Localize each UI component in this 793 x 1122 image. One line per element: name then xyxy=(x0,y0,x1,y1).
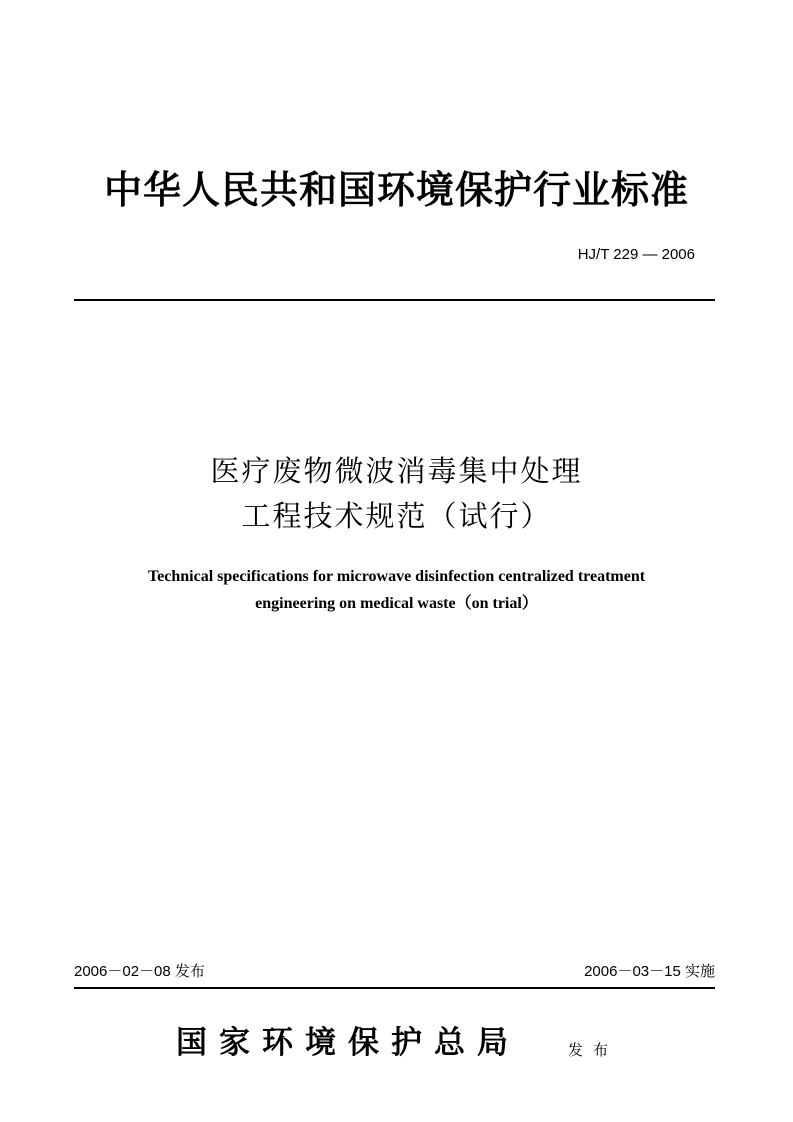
chinese-title-line-2: 工程技术规范（试行） xyxy=(241,499,552,533)
standard-type-heading: 中华人民共和国环境保护行业标准 xyxy=(103,167,689,212)
english-title-line-2: engineering on medical waste（on trial） xyxy=(255,595,538,612)
top-divider xyxy=(74,299,715,301)
issuing-authority: 国家环境保护总局 xyxy=(176,1025,520,1061)
standard-code: HJ/T 229 — 2006 xyxy=(577,246,695,263)
issue-date: 2006－02－08 发布 xyxy=(74,963,205,980)
effective-date: 2006－03－15 实施 xyxy=(584,963,715,980)
english-title-line-1: Technical specifications for microwave disinfection centralized treatment xyxy=(147,568,646,585)
chinese-title-line-1: 医疗废物微波消毒集中处理 xyxy=(210,454,583,488)
issue-action: 发布 xyxy=(568,1041,619,1059)
bottom-divider xyxy=(74,987,715,989)
